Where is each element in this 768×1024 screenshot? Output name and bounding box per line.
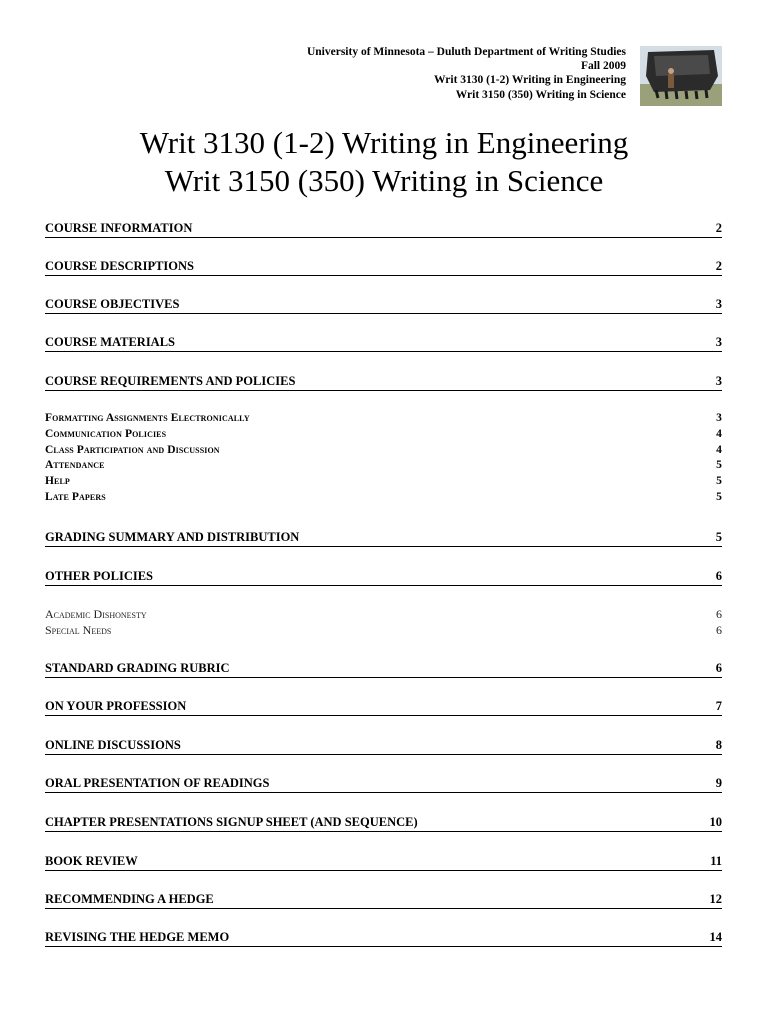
toc-subentry-label: Late Papers bbox=[45, 491, 106, 503]
header-line-term: Fall 2009 bbox=[580, 60, 626, 73]
toc-subentry-page: 6 bbox=[716, 607, 722, 621]
toc-entry-label: COURSE DESCRIPTIONS bbox=[45, 259, 194, 273]
toc-subentry[interactable] bbox=[45, 623, 722, 638]
toc-entry[interactable] bbox=[45, 815, 722, 832]
toc-entry-label: COURSE OBJECTIVES bbox=[45, 297, 180, 311]
toc-entry[interactable] bbox=[45, 699, 722, 716]
toc-entry[interactable] bbox=[45, 854, 722, 871]
toc-entry-label: REVISING THE HEDGE MEMO bbox=[45, 930, 230, 944]
toc-subentry[interactable] bbox=[45, 491, 722, 503]
toc-subentry-label: Academic Dishonesty bbox=[45, 607, 147, 621]
toc-entry[interactable] bbox=[45, 892, 722, 909]
toc-entry[interactable] bbox=[45, 776, 722, 793]
toc-subentry-page: 5 bbox=[716, 491, 722, 503]
toc-entry-page: 9 bbox=[715, 776, 722, 790]
toc-subentry[interactable] bbox=[45, 475, 722, 487]
toc-entry[interactable] bbox=[45, 661, 722, 678]
toc-entry-label: ON YOUR PROFESSION bbox=[45, 699, 187, 713]
toc-entry[interactable] bbox=[45, 374, 722, 391]
toc-subentry-label: Help bbox=[45, 475, 70, 487]
toc-subentry-page: 3 bbox=[716, 412, 722, 424]
toc-subentry-label: Attendance bbox=[45, 459, 105, 471]
toc-subentry-page: 6 bbox=[716, 623, 722, 637]
toc-subentry[interactable] bbox=[45, 459, 722, 471]
header-line-course-engineering: Writ 3130 (1-2) Writing in Engineering bbox=[434, 74, 626, 87]
toc-entry-page: 2 bbox=[715, 259, 722, 273]
mining-bucket-photo-image bbox=[640, 46, 722, 106]
toc-entry-page: 12 bbox=[709, 892, 722, 906]
toc-entry-label: BOOK REVIEW bbox=[45, 854, 138, 868]
toc-entry-label: COURSE MATERIALS bbox=[45, 335, 175, 349]
toc-entry[interactable] bbox=[45, 335, 722, 352]
toc-entry-label: GRADING SUMMARY AND DISTRIBUTION bbox=[45, 530, 300, 544]
title-line-science: Writ 3150 (350) Writing in Science bbox=[164, 163, 604, 198]
toc-entry-page: 3 bbox=[715, 374, 722, 388]
toc-subentry-label: Formatting Assignments Electronically bbox=[45, 412, 250, 424]
toc-entry-page: 3 bbox=[715, 297, 722, 311]
toc-entry[interactable] bbox=[45, 221, 722, 238]
document-header bbox=[307, 45, 626, 102]
toc-entry[interactable] bbox=[45, 259, 722, 276]
toc-entry-label: STANDARD GRADING RUBRIC bbox=[45, 661, 230, 675]
toc-entry-page: 6 bbox=[715, 661, 722, 675]
toc-entry-page: 10 bbox=[709, 815, 722, 829]
toc-subentry[interactable] bbox=[45, 428, 722, 440]
toc-subentry[interactable] bbox=[45, 412, 722, 424]
toc-subentry-label: Special Needs bbox=[45, 623, 112, 637]
toc-entry-page: 7 bbox=[715, 699, 722, 713]
toc-entry-page: 2 bbox=[715, 221, 722, 235]
header-line-university: University of Minnesota – Duluth Department of Writing Studies bbox=[306, 46, 626, 58]
toc-subentry-page: 5 bbox=[716, 459, 722, 471]
toc-entry[interactable] bbox=[45, 738, 722, 755]
toc-entry-label: ONLINE DISCUSSIONS bbox=[45, 738, 181, 752]
toc-entry-label: ORAL PRESENTATION OF READINGS bbox=[45, 776, 270, 790]
toc-entry-label: CHAPTER PRESENTATIONS SIGNUP SHEET (AND SEQUENCE) bbox=[45, 815, 418, 829]
toc-entry-label: OTHER POLICIES bbox=[45, 569, 154, 583]
toc-entry-label: COURSE REQUIREMENTS AND POLICIES bbox=[45, 374, 296, 388]
toc-entry[interactable] bbox=[45, 569, 722, 586]
toc-entry-page: 14 bbox=[709, 930, 722, 944]
toc-subentry-label: Class Participation and Discussion bbox=[45, 444, 220, 456]
toc-entry[interactable] bbox=[45, 297, 722, 314]
toc-entry-page: 3 bbox=[715, 335, 722, 349]
toc-entry[interactable] bbox=[45, 530, 722, 547]
toc-subentry-page: 4 bbox=[716, 428, 722, 440]
toc-subentry[interactable] bbox=[45, 444, 722, 456]
toc-entry[interactable] bbox=[45, 930, 722, 947]
toc-subentry-label: Communication Policies bbox=[45, 428, 167, 440]
title-line-engineering: Writ 3130 (1-2) Writing in Engineering bbox=[139, 125, 629, 160]
toc-subentry[interactable] bbox=[45, 607, 722, 622]
toc-entry-page: 5 bbox=[715, 530, 722, 544]
toc-subentry-page: 5 bbox=[716, 475, 722, 487]
header-photo bbox=[640, 46, 722, 106]
header-line-course-science: Writ 3150 (350) Writing in Science bbox=[455, 88, 626, 101]
toc-entry-page: 6 bbox=[715, 569, 722, 583]
document-title bbox=[0, 124, 768, 200]
toc-entry-page: 8 bbox=[715, 738, 722, 752]
toc-entry-page: 11 bbox=[710, 854, 722, 868]
toc-entry-label: COURSE INFORMATION bbox=[45, 221, 193, 235]
toc-subentry-page: 4 bbox=[716, 444, 722, 456]
toc-entry-label: RECOMMENDING A HEDGE bbox=[45, 892, 214, 906]
